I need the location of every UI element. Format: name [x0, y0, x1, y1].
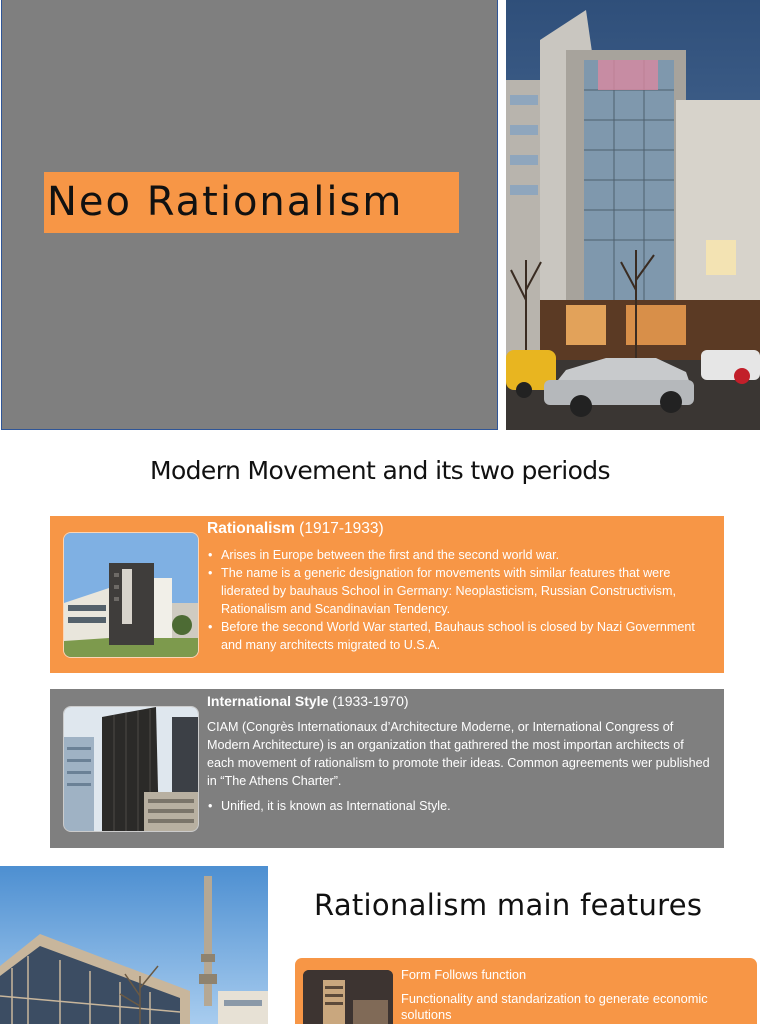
slide-neo-rationalism [0, 0, 768, 432]
building-night-photo [303, 970, 393, 1024]
period-name: International Style [207, 693, 329, 709]
international-bullets [207, 797, 713, 815]
rationalism-bullets [207, 546, 713, 654]
slide-main-features [0, 864, 768, 1024]
bullet-item: • The name is a generic designation for movements with similar features that were liderated by bauhaus School in Germany: Neoplasticism, Russian Constructivism, Rationalism and Scandinavian Tendency. [207, 564, 713, 618]
features-list [401, 967, 751, 1024]
international-style-card [50, 689, 724, 848]
feature-item: Functionality and standarization to generate economic solutions [401, 991, 708, 1022]
international-body [207, 718, 713, 815]
period-years: (1917-1933) [299, 520, 384, 537]
bauhaus-photo [63, 532, 199, 658]
rationalism-body [207, 546, 713, 654]
bullet-item: • Arises in Europe between the first and the second world war. [207, 546, 713, 564]
period-years: (1933-1970) [332, 693, 409, 709]
bullet-item: • Before the second World War started, Bauhaus school is closed by Nazi Government and many architects migrated to U.S.A. [207, 618, 713, 654]
ciam-paragraph: CIAM (Congrès Internationaux d’Architecture Moderne, or International Congress of Modern Architecture) is an organization that gathrered the most importan architects of each movement of rationalism to promote their ideas. Common agreements wer published in “The Athens Charter”. [207, 720, 710, 788]
features-card [295, 958, 757, 1024]
slide-title: Modern Movement and its two periods [150, 456, 610, 485]
skyscraper-photo [63, 706, 199, 832]
chimney-building-photo [0, 866, 268, 1024]
period-name: Rationalism [207, 520, 295, 537]
feature-item: Form Follows function [401, 967, 527, 982]
rationalism-heading [207, 520, 384, 538]
rationalism-card [50, 516, 724, 673]
building-photo [506, 0, 760, 430]
international-heading [207, 693, 409, 709]
bullet-item: • Unified, it is known as International Style. [207, 797, 713, 815]
slide-modern-movement [0, 432, 768, 864]
slide-title: Rationalism main features [314, 888, 703, 922]
title-panel [1, 0, 498, 430]
slide-title: Neo Rationalism [44, 172, 459, 233]
